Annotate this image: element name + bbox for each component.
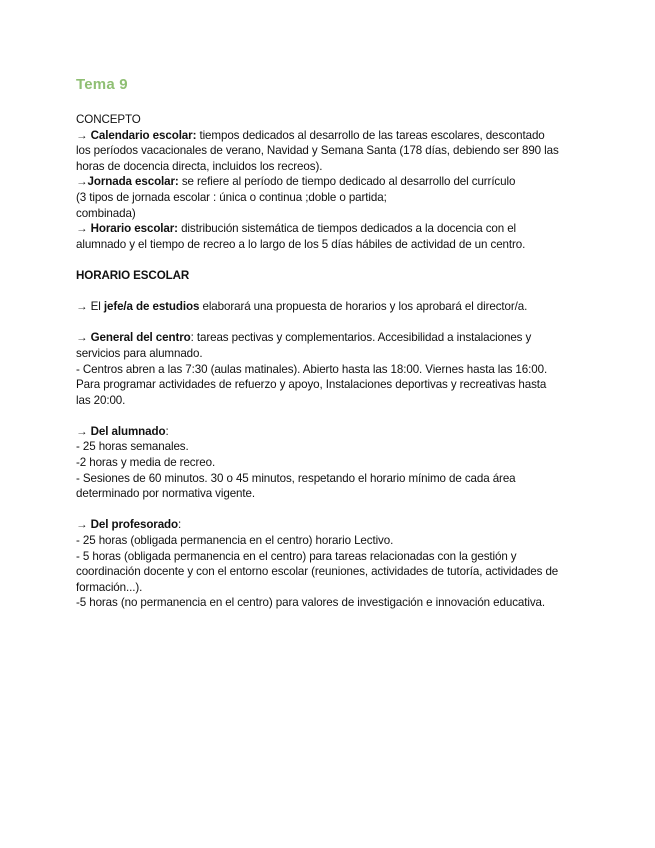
profesorado-heading-line bbox=[76, 517, 582, 533]
horario-escolar-heading-text: HORARIO ESCOLAR bbox=[76, 268, 190, 282]
profesorado-line-3: coordinación docente y con el entorno escolar (reuniones, actividades de tutoría, actividades de bbox=[76, 565, 559, 579]
alumnado-label: Del alumnado bbox=[90, 424, 166, 438]
jornada-escolar-line-2: (3 tipos de jornada escolar : única o continua ;doble o partida; bbox=[76, 190, 387, 204]
profesorado-colon: : bbox=[178, 518, 182, 532]
profesorado-line-2: - 5 horas (obligada permanencia en el centro) para tareas relacionadas con la gestión y bbox=[76, 549, 517, 563]
alumnado-line-3: - Sesiones de 60 minutos. 30 o 45 minutos, respetando el horario mínimo de cada área bbox=[76, 471, 516, 485]
alumnado-heading-line bbox=[76, 424, 582, 440]
jornada-escolar-line-1 bbox=[76, 174, 582, 190]
calendario-escolar-label: Calendario escolar: bbox=[90, 128, 197, 142]
alumnado-line-4: determinado por normativa vigente. bbox=[76, 487, 255, 501]
general-centro-line-1 bbox=[76, 330, 582, 346]
jornada-escolar-label: Jornada escolar: bbox=[87, 175, 179, 189]
general-centro-line-2: servicios para alumnado. bbox=[76, 346, 203, 360]
general-centro-line-3: - Centros abren a las 7:30 (aulas matinales). Abierto hasta las 18:00. Viernes hasta las 16:00. bbox=[76, 362, 548, 376]
general-centro-line-4: Para programar actividades de refuerzo y apoyo, Instalaciones deportivas y recreativas hasta bbox=[76, 378, 547, 392]
jornada-escolar-line-3: combinada) bbox=[76, 206, 136, 220]
horario-escolar-def-line-1 bbox=[76, 221, 582, 237]
profesorado-line-1: - 25 horas (obligada permanencia en el centro) horario Lectivo. bbox=[76, 534, 394, 548]
jefe-estudios-text: elaborará una propuesta de horarios y los aprobará el director/a. bbox=[199, 300, 528, 314]
alumnado-line-1: - 25 horas semanales. bbox=[76, 440, 189, 454]
horario-escolar-def-line-2: alumnado y el tiempo de recreo a lo largo de los 5 días hábiles de actividad de un centro. bbox=[76, 237, 526, 251]
general-centro-label: General del centro bbox=[90, 331, 191, 345]
arrow-icon: → bbox=[76, 128, 88, 142]
profesorado-line-5: -5 horas (no permanencia en el centro) para valores de investigación e innovación educativa. bbox=[76, 596, 546, 610]
page-title: Tema 9 bbox=[76, 76, 128, 93]
jefe-prefix: → El bbox=[76, 300, 104, 314]
general-centro-text: : tareas pectivas y complementarios. Accesibilidad a instalaciones y bbox=[190, 331, 532, 345]
calendario-escolar-line-3: horas de docencia directa, incluidos los recreos). bbox=[76, 159, 323, 173]
alumnado-colon: : bbox=[165, 424, 169, 438]
horario-escolar-def-label: Horario escolar: bbox=[90, 222, 178, 236]
profesorado-label: Del profesorado bbox=[90, 518, 179, 532]
calendario-escolar-line-1 bbox=[76, 128, 582, 144]
general-centro-line-5: las 20:00. bbox=[76, 393, 126, 407]
profesorado-line-4: formación...). bbox=[76, 580, 143, 594]
document-body bbox=[76, 112, 582, 611]
arrow-icon: → bbox=[76, 175, 88, 189]
arrow-icon: → bbox=[76, 222, 88, 236]
concepto-heading: CONCEPTO bbox=[76, 113, 141, 126]
horario-escolar-def-text: distribución sistemática de tiempos dedicados a la docencia con el bbox=[177, 222, 517, 236]
arrow-icon: → bbox=[76, 424, 91, 438]
jefe-estudios-line bbox=[76, 299, 582, 315]
calendario-escolar-line-2: los períodos vacacionales de verano, Navidad y Semana Santa (178 días, debiendo ser 890 las bbox=[76, 144, 559, 158]
alumnado-line-2: -2 horas y media de recreo. bbox=[76, 456, 216, 470]
arrow-icon: → bbox=[76, 518, 91, 532]
arrow-icon: → bbox=[76, 331, 91, 345]
horario-escolar-heading bbox=[76, 268, 582, 284]
jornada-escolar-text: se refiere al período de tiempo dedicado al desarrollo del currículo bbox=[178, 175, 516, 189]
calendario-escolar-text: tiempos dedicados al desarrollo de las tareas escolares, descontado bbox=[196, 128, 545, 142]
jefe-estudios-label: jefe/a de estudios bbox=[103, 300, 200, 314]
